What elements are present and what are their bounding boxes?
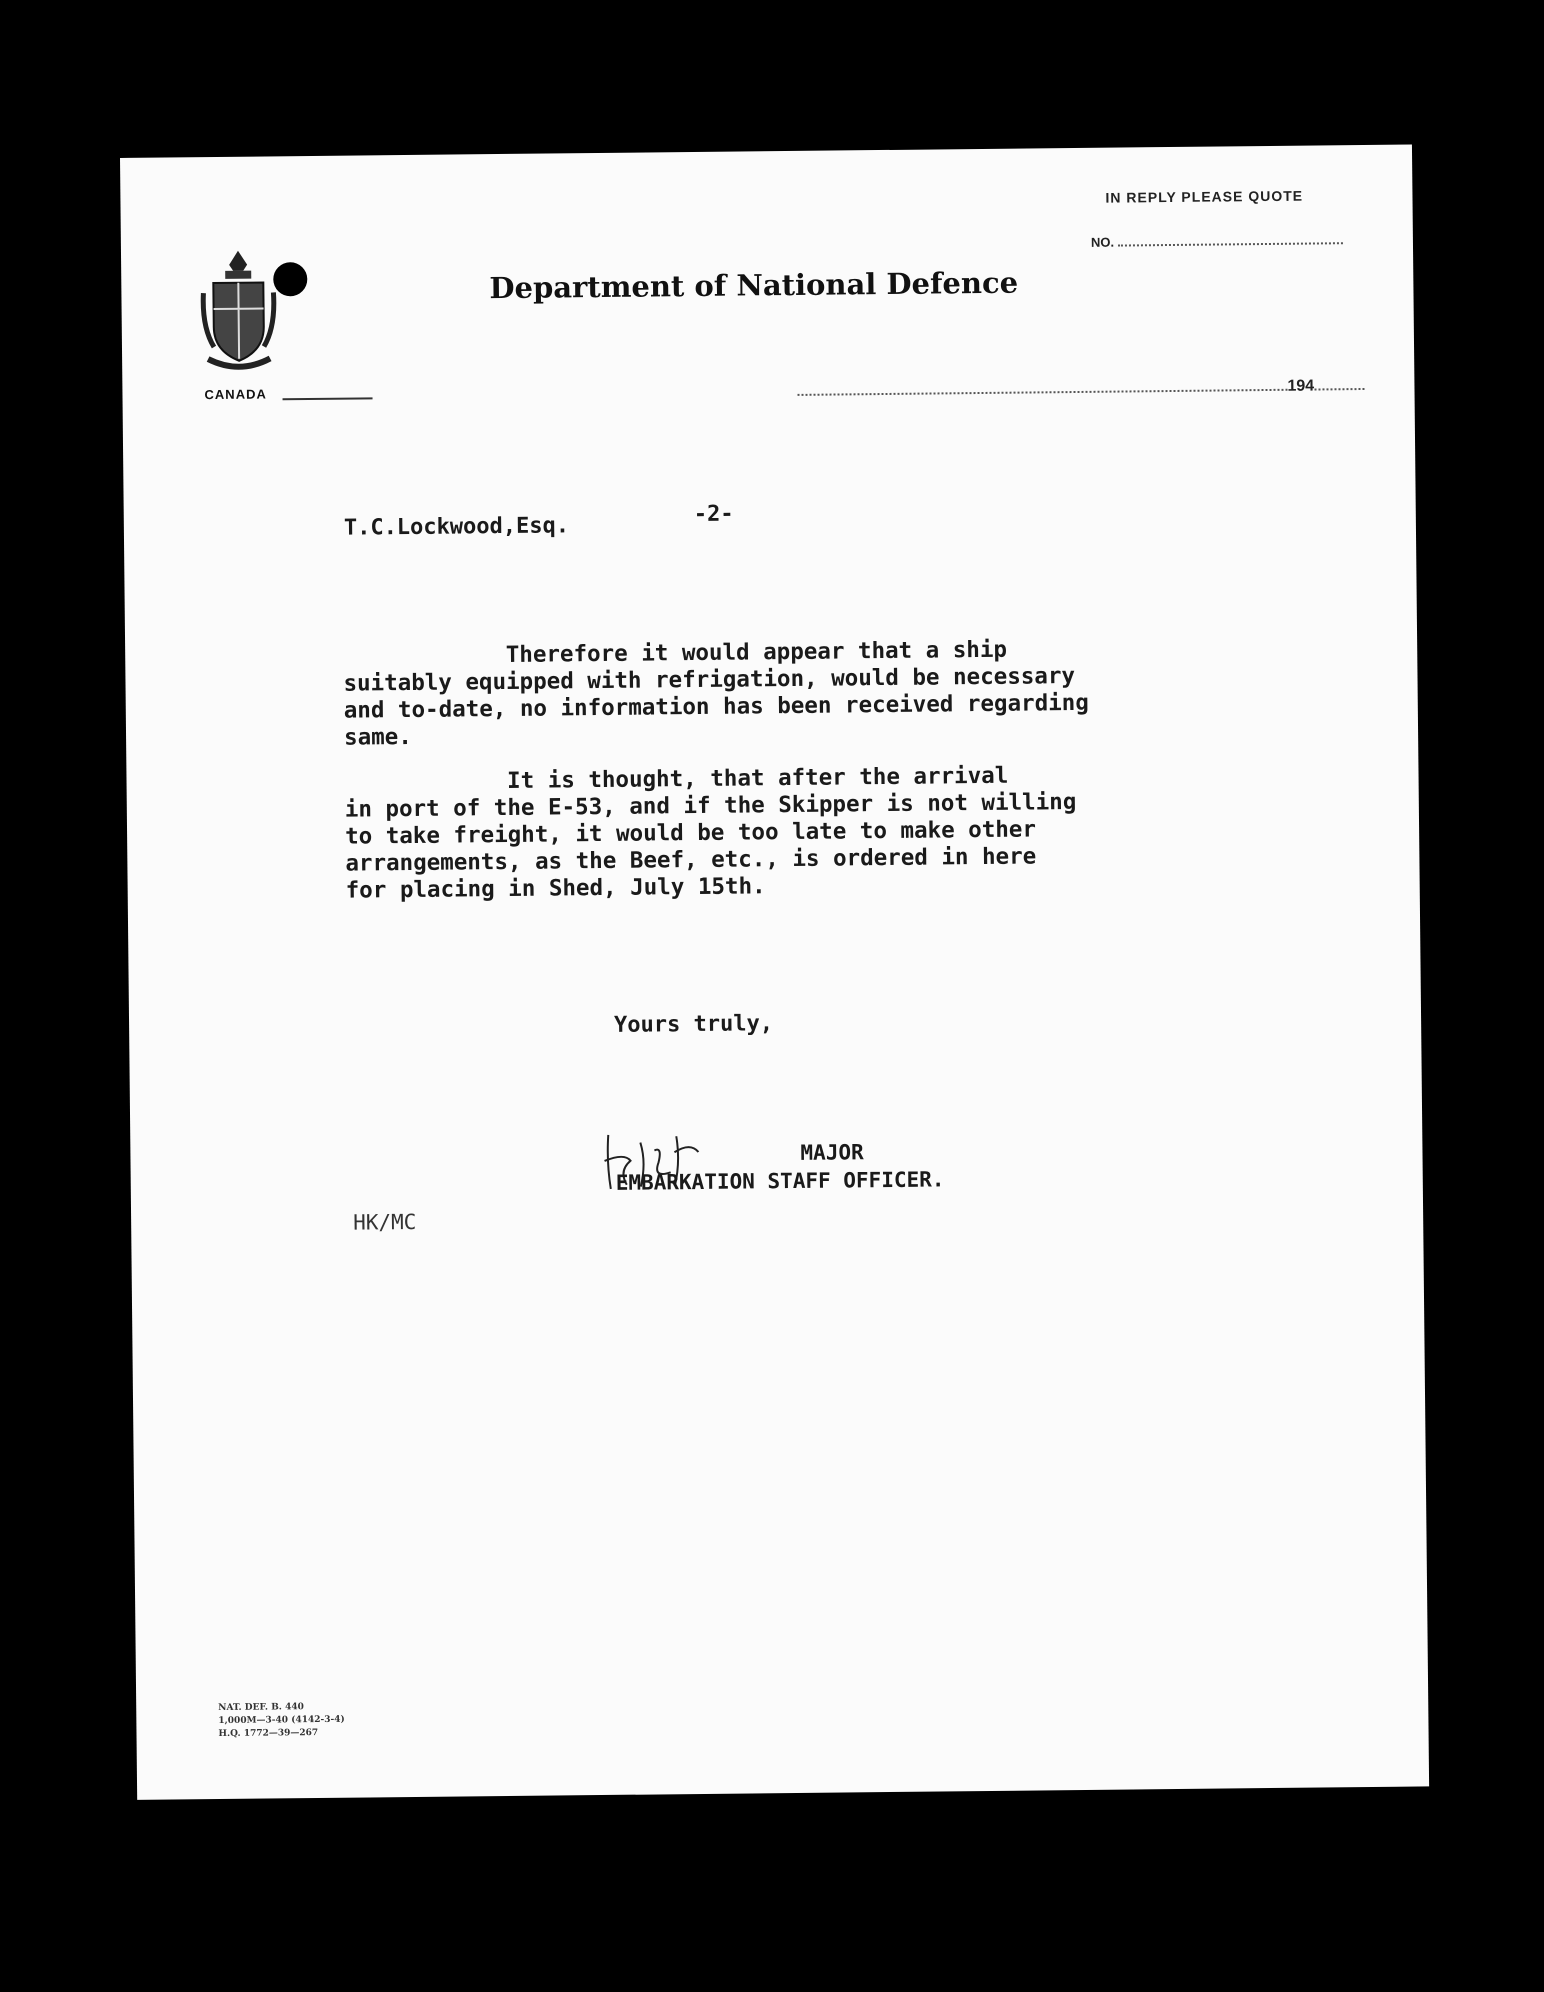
reference-number-field xyxy=(1091,232,1366,250)
coat-of-arms-icon xyxy=(199,246,278,377)
form-reference xyxy=(218,1701,345,1741)
reference-number-blank xyxy=(1118,242,1343,246)
page-number: -2- xyxy=(693,501,734,528)
date-line xyxy=(797,377,1377,401)
reference-number-label: NO. xyxy=(1090,234,1115,250)
punch-hole xyxy=(273,262,307,296)
closing: Yours truly, xyxy=(613,1011,774,1038)
signatory-rank: MAJOR xyxy=(800,1140,864,1165)
signatory-office: EMBARKATION STAFF OFFICER. xyxy=(615,1167,945,1195)
form-reference-line: 1,000M—3-40 (4142-3-4) xyxy=(218,1714,345,1727)
year-prefix: 194 xyxy=(1287,377,1315,395)
reply-quote-label: IN REPLY PLEASE QUOTE xyxy=(1105,187,1304,206)
letter-page xyxy=(120,144,1429,1799)
year-blank xyxy=(1314,388,1364,391)
department-title: Department of National Defence xyxy=(489,265,1019,306)
form-reference-line: NAT. DEF. B. 440 xyxy=(218,1702,304,1714)
form-reference-line: H.Q. 1772—39—267 xyxy=(218,1728,319,1740)
letter-body xyxy=(343,634,1306,923)
reference-initials: HK/MC xyxy=(353,1209,417,1235)
date-blank xyxy=(798,389,1288,396)
addressee: T.C.Lockwood,Esq. xyxy=(343,513,570,541)
paragraph: It is thought, that after the arrival in port of the E-53, and if the Skipper is not willing to take freight, it would be too late to make other arrangements, as the Beef, etc., is ordered in here for placing in Shed, July 15th. xyxy=(344,762,1077,904)
country-label: CANADA xyxy=(204,386,267,403)
country-underline xyxy=(283,397,373,400)
paragraph: Therefore it would appear that a ship suitably equipped with refrigation, would be necessary and to-date, no information has been received regarding same. xyxy=(343,636,1089,751)
